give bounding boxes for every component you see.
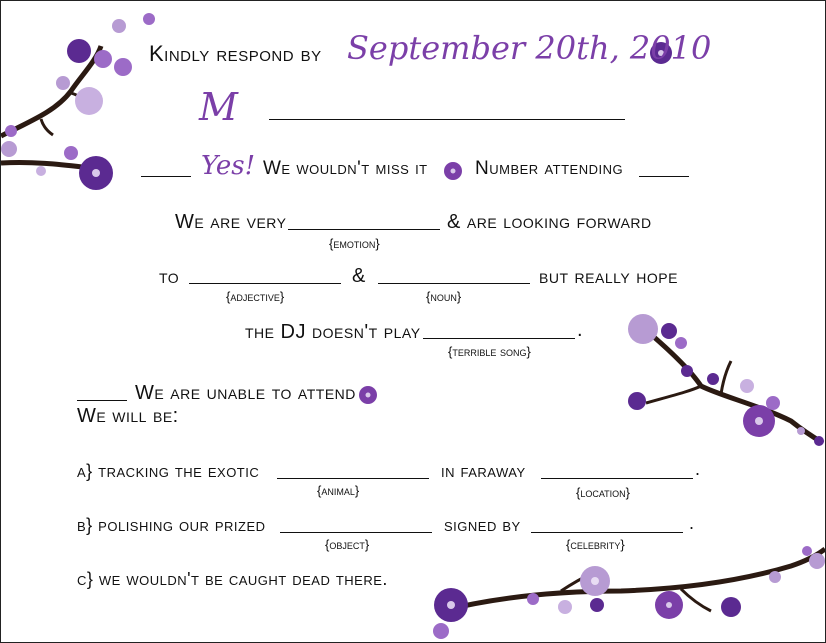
accept-text: We wouldn't miss it — [263, 158, 428, 179]
decline-text: We are unable to attend — [135, 382, 356, 404]
option-b-mid: signed by — [444, 515, 521, 535]
emotion-field[interactable] — [288, 215, 440, 230]
madlib-line3-period: . — [577, 319, 583, 341]
object-field[interactable] — [280, 518, 432, 533]
yes-checkbox-line[interactable] — [141, 162, 191, 177]
song-field[interactable] — [423, 324, 575, 339]
noun-hint: {noun} — [426, 289, 462, 304]
adjective-hint: {adjective} — [226, 289, 285, 304]
option-a-mid: in faraway — [441, 461, 526, 481]
song-hint: {terrible song} — [448, 344, 531, 359]
celebrity-hint: {celebrity} — [566, 537, 625, 552]
animal-field[interactable] — [277, 464, 429, 479]
emotion-hint: {emotion} — [329, 236, 380, 251]
yes-label: Yes! — [201, 151, 256, 181]
location-hint: {location} — [576, 485, 631, 500]
option-c-text: c} we wouldn't be caught dead there. — [77, 569, 388, 589]
respond-date: September 20th, 2010 — [347, 29, 712, 67]
location-field[interactable] — [541, 464, 693, 479]
option-a-text: a} tracking the exotic — [77, 461, 260, 481]
decline-checkbox-line[interactable] — [77, 386, 127, 401]
m-label: M — [199, 85, 238, 129]
option-b-text: b} polishing our prized — [77, 515, 266, 535]
will-be-label: We will be: — [77, 405, 179, 427]
option-a-period: . — [695, 459, 701, 479]
madlib-line2-start: to — [159, 266, 180, 288]
madlib-line3-start: the DJ doesn't play — [245, 321, 421, 343]
animal-hint: {animal} — [317, 483, 360, 498]
name-field[interactable] — [269, 105, 625, 120]
adjective-field[interactable] — [189, 269, 341, 284]
object-hint: {object} — [325, 537, 370, 552]
number-attending-field[interactable] — [639, 162, 689, 177]
madlib-line1-start: We are very — [175, 211, 287, 233]
madlib-line2-end: but really hope — [539, 266, 678, 288]
madlib-line2-amp: & — [352, 265, 366, 287]
option-b-period: . — [689, 513, 695, 533]
celebrity-field[interactable] — [531, 518, 683, 533]
number-attending-label: Number attending — [475, 158, 624, 179]
noun-field[interactable] — [378, 269, 530, 284]
respond-by-label: Kindly respond by — [149, 41, 322, 66]
madlib-line1-end: & are looking forward — [447, 211, 652, 233]
